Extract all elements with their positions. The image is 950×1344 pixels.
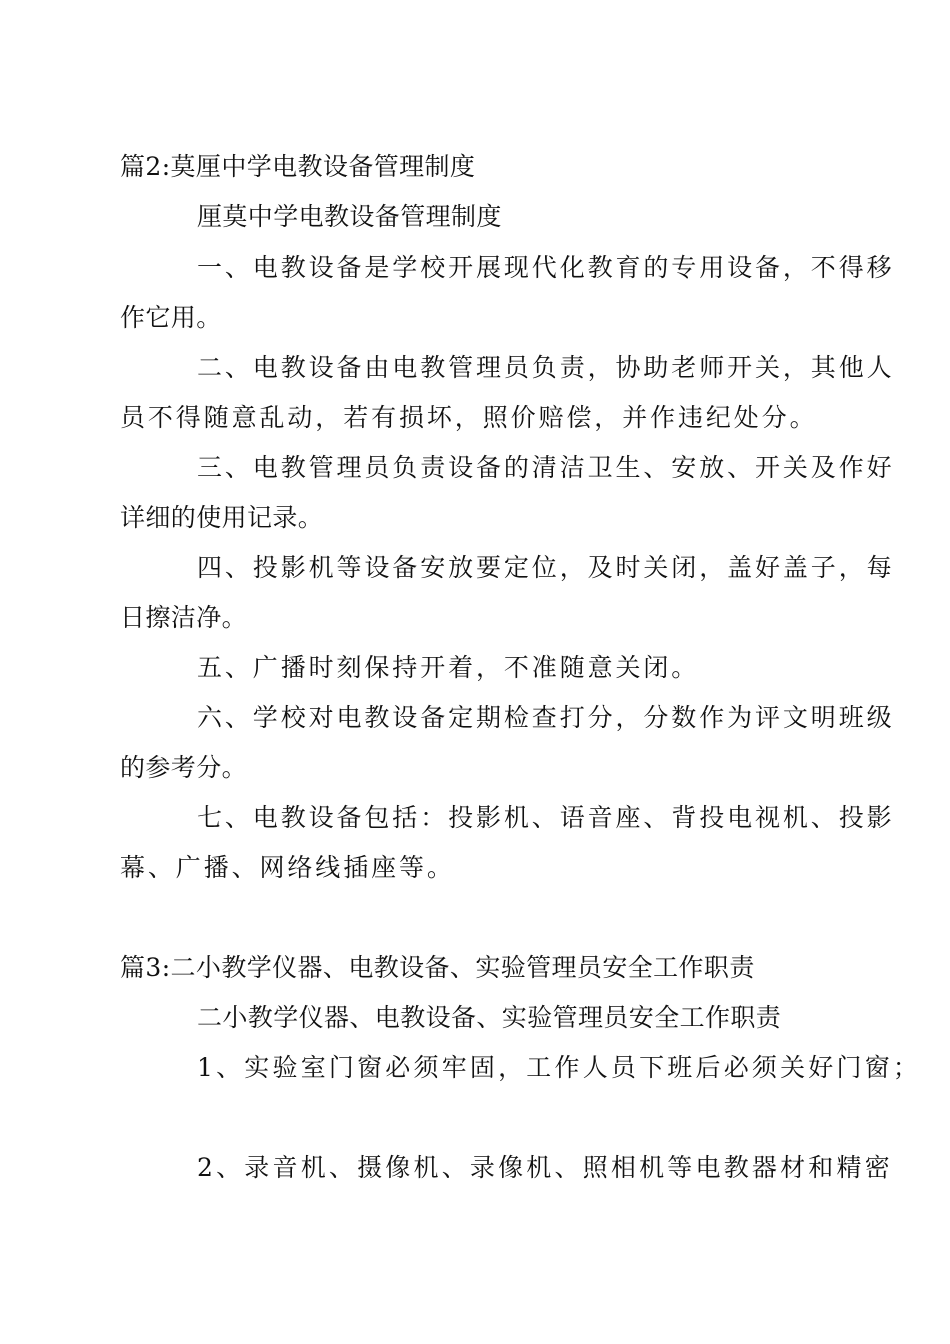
paragraph-line: 二、电教设备由电教管理员负责，协助老师开关，其他人	[197, 353, 895, 382]
section-title: 厘莫中学电教设备管理制度	[197, 202, 502, 231]
paragraph-line: 幕、广播、网络线插座等。	[120, 853, 455, 882]
paragraph-line: 员不得随意乱动，若有损坏，照价赔偿，并作违纪处分。	[120, 403, 818, 432]
paragraph-line: 七、电教设备包括：投影机、语音座、背投电视机、投影	[197, 803, 895, 832]
paragraph-line: 详细的使用记录。	[120, 503, 324, 532]
paragraph-line: 1、实验室门窗必须牢固，工作人员下班后必须关好门窗；	[197, 1053, 922, 1082]
paragraph-line: 三、电教管理员负责设备的清洁卫生、安放、开关及作好	[197, 453, 895, 482]
paragraph-line: 作它用。	[120, 303, 222, 332]
paragraph-line: 六、学校对电教设备定期检查打分，分数作为评文明班级	[197, 703, 895, 732]
paragraph-line: 四、投影机等设备安放要定位，及时关闭，盖好盖子，每	[197, 553, 895, 582]
paragraph-line: 的参考分。	[120, 753, 248, 782]
paragraph-line: 日擦洁净。	[120, 603, 248, 632]
section-heading: 篇2:莫厘中学电教设备管理制度	[120, 152, 476, 181]
paragraph-line: 一、电教设备是学校开展现代化教育的专用设备，不得移	[197, 253, 895, 282]
section-title: 二小教学仪器、电教设备、实验管理员安全工作职责	[197, 1003, 782, 1032]
section-heading: 篇3:二小教学仪器、电教设备、实验管理员安全工作职责	[120, 953, 755, 982]
paragraph-line: 五、广播时刻保持开着，不准随意关闭。	[197, 653, 700, 682]
paragraph-line: 2、录音机、摄像机、录像机、照相机等电教器材和精密	[197, 1153, 893, 1182]
